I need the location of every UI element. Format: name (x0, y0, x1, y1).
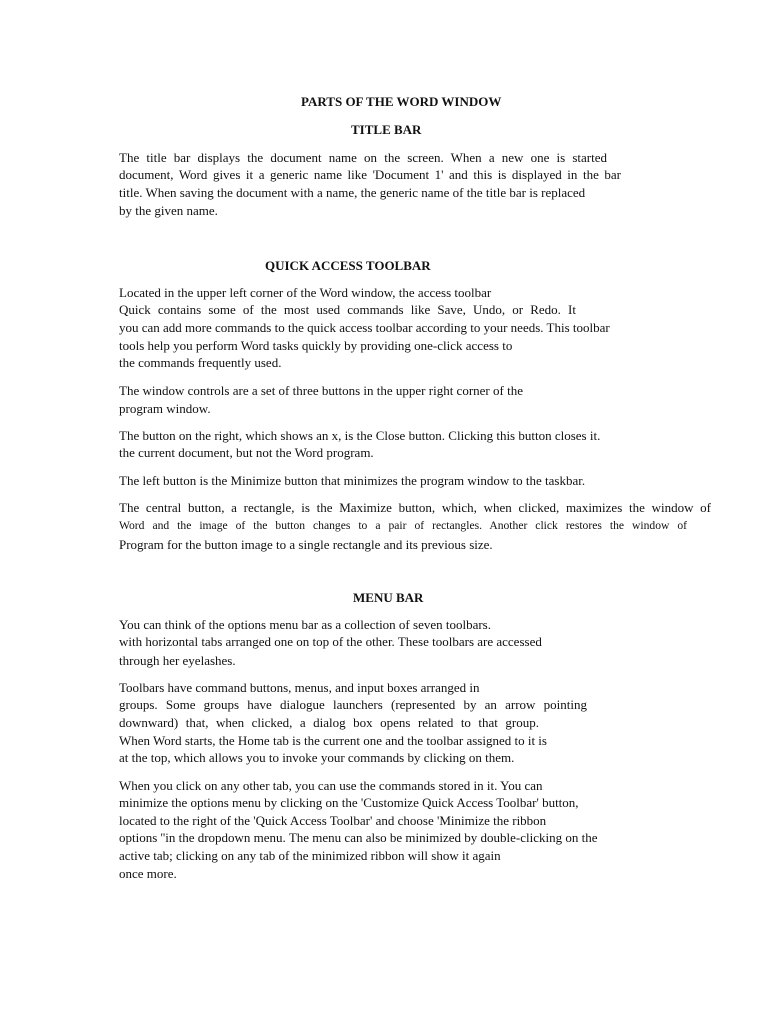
paragraph-line: by the given name. (119, 203, 218, 218)
paragraph-line: When Word starts, the Home tab is the current one and the toolbar assigned to it is (119, 733, 547, 748)
document-title: PARTS OF THE WORD WINDOW (301, 94, 502, 109)
paragraph-line: with horizontal tabs arranged one on top of the other. These toolbars are accessed (119, 634, 542, 649)
paragraph-line: The central button, a rectangle, is the Maximize button, which, when clicked, maximizes the window of (119, 500, 711, 515)
paragraph-line: The left button is the Minimize button that minimizes the program window to the taskbar. (119, 473, 586, 488)
paragraph-line: Located in the upper left corner of the Word window, the access toolbar (119, 285, 492, 300)
paragraph-line: downward) that, when clicked, a dialog box opens related to that group. (119, 715, 539, 730)
paragraph-line: once more. (119, 866, 177, 881)
paragraph-line: Word and the image of the button changes to a pair of rectangles. Another click restores the window of (119, 519, 687, 532)
paragraph-line: minimize the options menu by clicking on the 'Customize Quick Access Toolbar' button, (119, 795, 579, 810)
section-heading-title-bar: TITLE BAR (351, 122, 422, 137)
paragraph-line: program window. (119, 401, 211, 416)
paragraph-line: active tab; clicking on any tab of the minimized ribbon will show it again (119, 848, 501, 863)
paragraph-line: Quick contains some of the most used commands like Save, Undo, or Redo. It (119, 302, 576, 317)
paragraph-line: at the top, which allows you to invoke your commands by clicking on them. (119, 750, 515, 765)
paragraph-line: the current document, but not the Word program. (119, 445, 374, 460)
paragraph-line: the commands frequently used. (119, 355, 282, 370)
paragraph-line: Toolbars have command buttons, menus, and input boxes arranged in (119, 680, 480, 695)
paragraph-line: You can think of the options menu bar as a collection of seven toolbars. (119, 617, 491, 632)
paragraph-line: through her eyelashes. (119, 653, 236, 668)
paragraph-line: Program for the button image to a single rectangle and its previous size. (119, 537, 493, 552)
paragraph-line: tools help you perform Word tasks quickly by providing one-click access to (119, 338, 513, 353)
section-heading-menu-bar: MENU BAR (353, 590, 424, 605)
paragraph-line: located to the right of the 'Quick Access Toolbar' and choose 'Minimize the ribbon (119, 813, 547, 828)
paragraph-line: The window controls are a set of three buttons in the upper right corner of the (119, 383, 523, 398)
paragraph-line: The title bar displays the document name on the screen. When a new one is started (119, 150, 607, 165)
paragraph-line: The button on the right, which shows an x, is the Close button. Clicking this button closes it. (119, 428, 601, 443)
paragraph-line: groups. Some groups have dialogue launchers (represented by an arrow pointing (119, 697, 587, 712)
paragraph-line: title. When saving the document with a name, the generic name of the title bar is replaced (119, 185, 586, 200)
section-heading-quick-access-toolbar: QUICK ACCESS TOOLBAR (265, 258, 431, 273)
paragraph-line: you can add more commands to the quick access toolbar according to your needs. This toolbar (119, 320, 610, 335)
paragraph-line: options ''in the dropdown menu. The menu can also be minimized by double-clicking on the (119, 830, 598, 845)
paragraph-line: document, Word gives it a generic name like 'Document 1' and this is displayed in the bar (119, 167, 621, 182)
paragraph-line: When you click on any other tab, you can use the commands stored in it. You can (119, 778, 543, 793)
